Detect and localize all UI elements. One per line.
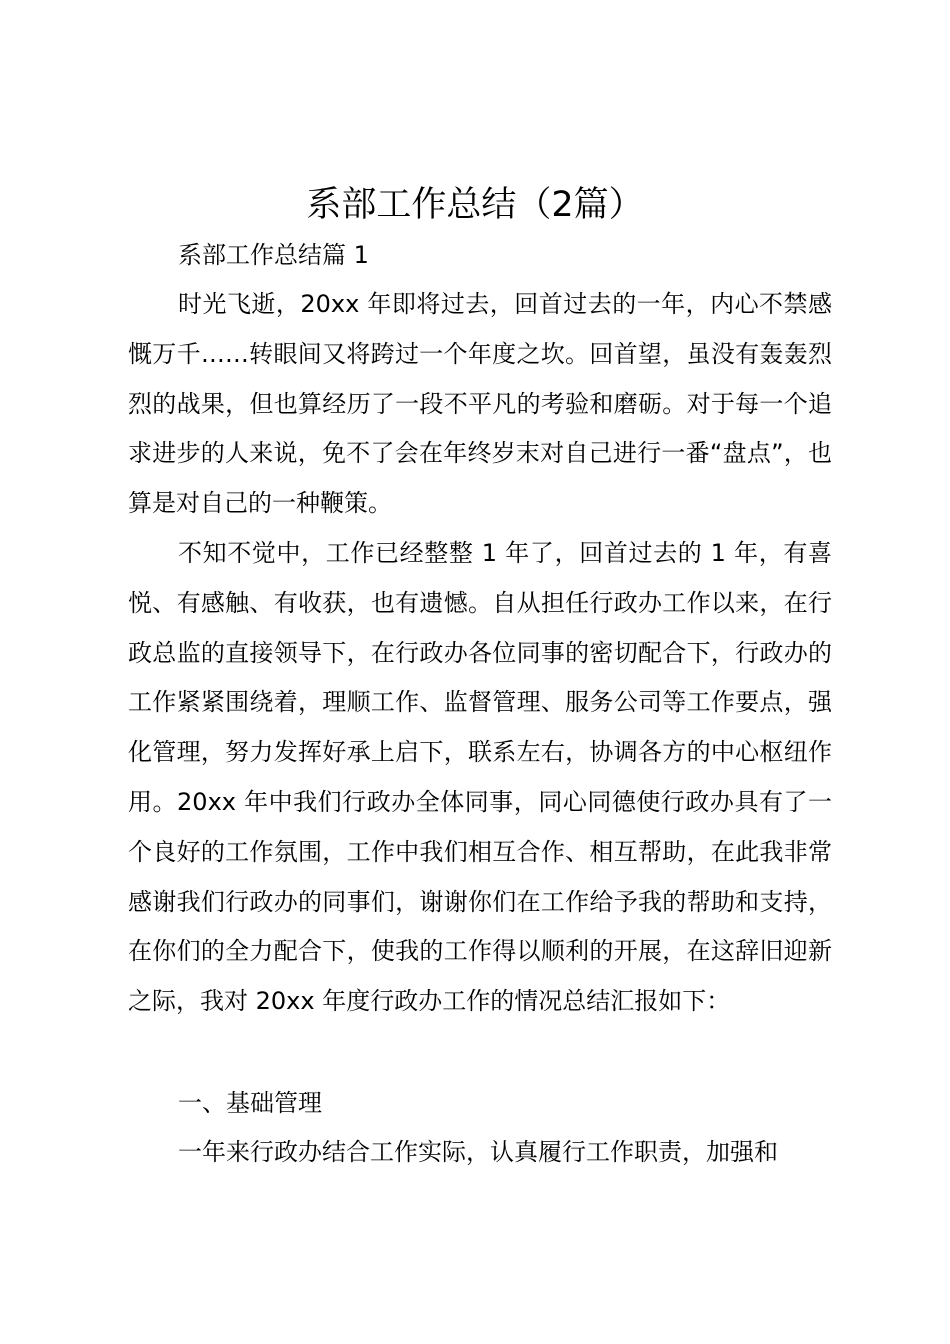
section-heading-basic-management: 一、基础管理 xyxy=(178,1089,322,1117)
paragraph-summary: 不知不觉中，工作已经整整 1 年了，回首过去的 1 年，有喜悦、有感触、有收获，也有遗憾。自从担任行政办工作以来，在行政总监的直接领导下，在行政办各位同事的密切配合下，行政办的工作紧紧围绕着，理顺工作、监督管理、服务公司等工作要点，强化管理，努力发挥好承上启下，联系左右，协调各方的中心枢纽作用。20xx 年中我们行政办全体同事，同心同德使行政办具有了一个良好的工作氛围，工作中我们相互合作、相互帮助，在此我非常感谢我们行政办的同事们，谢谢你们在工作给予我的帮助和支持，在你们的全力配合下，使我的工作得以顺利的开展，在这辞旧迎新之际，我对 20xx 年度行政办工作的情况总结汇报如下： xyxy=(128,539,832,1016)
paragraph-section-start: 一年来行政办结合工作实际，认真履行工作职责，加强和 xyxy=(178,1138,778,1166)
paragraph-intro: 时光飞逝，20xx 年即将过去，回首过去的一年，内心不禁感慨万千……转眼间又将跨过一个年度之坎。回首望，虽没有轰轰烈烈的战果，但也算经历了一段不平凡的考验和磨砺。对于每一个追求进步的人来说，免不了会在年终岁末对自己进行一番“盘点”，也算是对自己的一种鞭策。 xyxy=(128,290,832,518)
document-title: 系部工作总结（2篇） xyxy=(306,185,644,225)
document-subtitle: 系部工作总结篇 1 xyxy=(178,241,369,269)
